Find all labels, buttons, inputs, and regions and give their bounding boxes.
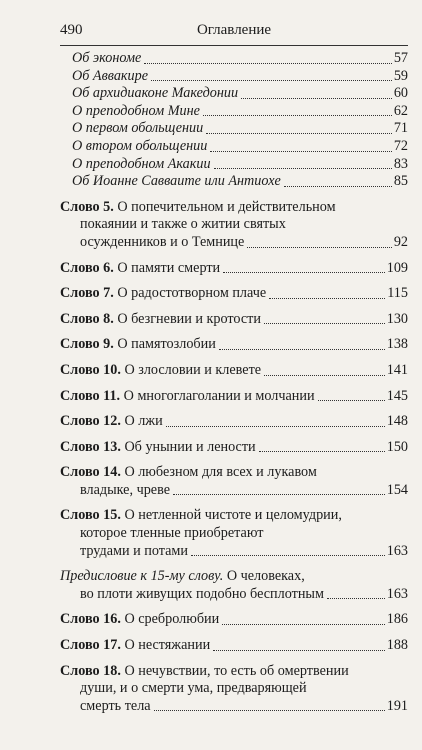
toc-subentry	[60, 68, 408, 86]
toc-entry-text: Слово 11. О многоглаголании и молчании	[60, 387, 315, 404]
dot-leader	[219, 349, 385, 350]
dot-leader	[247, 247, 391, 248]
toc-page-number: 130	[386, 310, 408, 327]
toc-entry	[60, 199, 408, 252]
running-title: Оглавление	[196, 22, 272, 38]
toc-entry-text: Слово 16. О сребролюбии	[60, 611, 220, 628]
toc-entry-text: смерть тела	[80, 697, 151, 714]
toc-page-number: 83	[393, 155, 408, 172]
toc-entry-text: Об экономе	[72, 50, 142, 66]
toc-entry-text: Слово 7. О радостотворном плаче	[60, 285, 267, 302]
dot-leader	[284, 186, 392, 187]
toc-entry-text: Слово 18. О нечувствии, то есть об омертвении	[60, 662, 349, 679]
toc-entry-text: Предисловие к 15-му слову. О человеках,	[60, 568, 305, 585]
toc-entry	[60, 637, 408, 655]
dot-leader	[151, 80, 392, 81]
toc-page-number: 186	[386, 611, 408, 628]
toc-entry	[60, 413, 408, 431]
dot-leader	[223, 272, 385, 273]
chapter-label: Слово 7.	[60, 285, 114, 302]
dot-leader	[222, 624, 384, 625]
toc-page-number: 60	[393, 85, 408, 102]
toc-page-number: 163	[386, 585, 408, 602]
toc-entry-line	[60, 362, 408, 380]
toc-entry	[60, 611, 408, 629]
toc-entry	[60, 568, 408, 603]
toc-entry-line	[60, 311, 408, 329]
toc-entry-text: Об архидиаконе Македонии	[72, 85, 239, 102]
toc-page-number: 154	[386, 481, 408, 498]
toc-entry-line	[60, 234, 408, 252]
toc-subentry	[60, 103, 408, 121]
chapter-label: Слово 12.	[60, 413, 121, 430]
chapter-label: Слово 15.	[60, 507, 121, 524]
toc-page-number: 85	[393, 173, 408, 190]
toc-entry-text: во плоти живущих подобно бесплотным	[80, 585, 324, 602]
toc-entry-text: Об Иоанне Савваите или Антиохе	[72, 173, 281, 190]
chapter-label: Слово 11.	[60, 387, 121, 404]
toc-entry	[60, 260, 408, 278]
dot-leader	[214, 168, 392, 169]
toc-entry-line	[60, 336, 408, 354]
toc-entry-text: Слово 6. О памяти смерти	[60, 259, 221, 276]
toc-entry-text: О втором обольщении	[72, 137, 208, 154]
dot-leader	[264, 375, 385, 376]
page-number: 490	[60, 22, 83, 38]
toc-page-number: 163	[386, 542, 408, 559]
dot-leader	[203, 115, 392, 116]
toc-entry-line	[60, 637, 408, 655]
toc-entry-text: трудами и потами	[80, 542, 188, 559]
toc-page-number: 72	[393, 137, 408, 154]
chapter-label: Слово 17.	[60, 637, 121, 654]
chapter-label: Слово 5.	[60, 198, 114, 215]
toc-entry-line	[60, 482, 408, 500]
toc-page-number: 109	[386, 259, 408, 276]
toc-entry-text: владыке, чреве	[80, 481, 171, 498]
toc-subentry	[60, 138, 408, 156]
toc-entry-text: осужденников и о Темнице	[80, 233, 245, 250]
toc-entry-text: которое тленные приобретают	[80, 525, 264, 542]
toc-page-number: 57	[393, 50, 408, 66]
dot-leader	[173, 494, 385, 495]
toc-entry-line	[60, 698, 408, 716]
toc-entry-line	[60, 439, 408, 457]
toc-entry-line	[60, 285, 408, 303]
toc-entry-line	[60, 413, 408, 431]
chapter-label: Слово 16.	[60, 611, 121, 628]
toc-entry	[60, 439, 408, 457]
toc-page-number: 148	[386, 413, 408, 430]
toc-entry-line	[60, 260, 408, 278]
dot-leader	[213, 650, 385, 651]
chapter-label: Слово 6.	[60, 259, 114, 276]
toc-entry-text: О первом обольщении	[72, 120, 204, 137]
toc-entry	[60, 464, 408, 499]
chapter-label: Слово 14.	[60, 464, 121, 481]
toc-entry-line	[60, 568, 408, 586]
toc-entry-line	[60, 199, 408, 217]
toc-entry-text: Слово 17. О нестяжании	[60, 637, 211, 654]
toc-entry-text: Слово 9. О памятозлобии	[60, 336, 216, 353]
toc-subentry	[60, 156, 408, 174]
dot-leader	[264, 323, 385, 324]
toc-entry-line	[60, 464, 408, 482]
toc-entry-text: Слово 5. О попечительном и действительном	[60, 198, 336, 215]
chapter-label: Слово 13.	[60, 438, 121, 455]
toc-page-number: 92	[393, 233, 408, 250]
toc-entry-text: Слово 15. О нетленной чистоте и целомудрии,	[60, 507, 342, 524]
toc-entry-text: Слово 13. Об унынии и лености	[60, 438, 256, 455]
dot-leader	[166, 426, 385, 427]
toc-entry-text: Об Аввакире	[72, 67, 149, 84]
toc-entry-text: О преподобном Акакии	[72, 155, 211, 172]
toc-entry	[60, 311, 408, 329]
toc-entry-line	[60, 680, 408, 698]
dot-leader	[206, 133, 392, 134]
toc-entry-line	[60, 611, 408, 629]
toc-page-number: 71	[393, 120, 408, 137]
toc-subentry	[60, 50, 408, 68]
toc-page-number: 115	[387, 285, 408, 302]
dot-leader	[318, 400, 385, 401]
preface-label: Предисловие к 15-му слову.	[60, 568, 224, 585]
toc-entry-line	[60, 586, 408, 604]
toc-entry-text: Слово 10. О злословии и клевете	[60, 361, 262, 378]
chapter-label: Слово 9.	[60, 336, 114, 353]
toc-entry	[60, 285, 408, 303]
toc-entry-line	[60, 663, 408, 681]
toc-page-number: 188	[386, 637, 408, 654]
dot-leader	[210, 151, 391, 152]
toc-entry-line	[60, 388, 408, 406]
dot-leader	[144, 63, 391, 64]
chapter-label: Слово 18.	[60, 662, 121, 679]
dot-leader	[269, 298, 385, 299]
toc-subentry	[60, 173, 408, 191]
toc-page-number: 141	[386, 361, 408, 378]
toc-entry	[60, 663, 408, 716]
toc-entry	[60, 388, 408, 406]
chapter-label: Слово 10.	[60, 361, 121, 378]
toc-entry-text: О преподобном Мине	[72, 102, 200, 119]
toc-entry-line	[60, 216, 408, 234]
toc-page-number: 62	[393, 102, 408, 119]
toc-entry-line	[60, 525, 408, 543]
dot-leader	[154, 710, 385, 711]
toc-subentry	[60, 120, 408, 138]
toc-entry-text: покаянии и также о житии святых	[80, 216, 286, 233]
toc-entry-text: Слово 12. О лжи	[60, 413, 163, 430]
toc-entry	[60, 362, 408, 380]
toc-page-number: 145	[386, 387, 408, 404]
toc-entry-line	[60, 507, 408, 525]
toc-page-number: 150	[386, 438, 408, 455]
dot-leader	[259, 451, 385, 452]
toc-page-number: 59	[393, 67, 408, 84]
toc-entry-text: души, и о смерти ума, предваряющей	[80, 680, 307, 697]
toc-entry-text: Слово 8. О безгневии и кротости	[60, 310, 261, 327]
toc-entry	[60, 336, 408, 354]
dot-leader	[241, 98, 392, 99]
table-of-contents	[60, 50, 408, 715]
chapter-label: Слово 8.	[60, 310, 114, 327]
dot-leader	[327, 598, 385, 599]
running-header	[60, 21, 408, 46]
toc-page-number: 191	[386, 697, 408, 714]
toc-entry-line	[60, 543, 408, 561]
toc-page-number: 138	[386, 336, 408, 353]
toc-entry-text: Слово 14. О любезном для всех и лукавом	[60, 464, 317, 481]
dot-leader	[191, 555, 385, 556]
toc-entry	[60, 507, 408, 560]
toc-subentry	[60, 85, 408, 103]
